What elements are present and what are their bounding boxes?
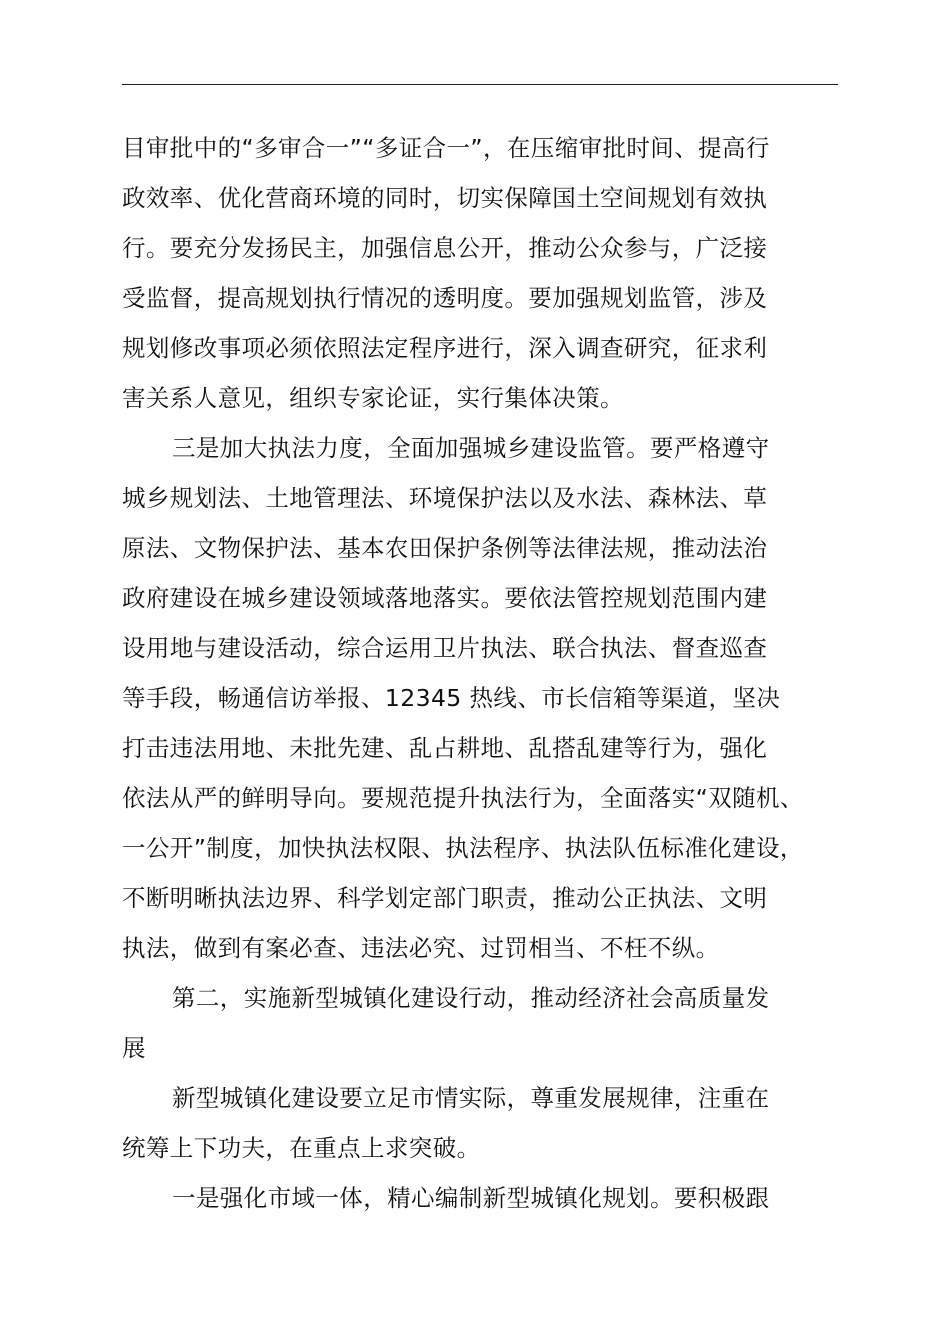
text-line: 不断明晰执法边界、科学划定部门职责，推动公正执法、文明: [122, 884, 768, 912]
text-line: 政效率、优化营商环境的同时，切实保障国土空间规划有效执: [122, 184, 768, 212]
header-rule: [122, 84, 838, 85]
text-line: 设用地与建设活动，综合运用卫片执法、联合执法、督查巡查: [122, 634, 768, 662]
text-line: 打击违法用地、未批先建、乱占耕地、乱搭乱建等行为，强化: [122, 734, 768, 762]
text-line: 政府建设在城乡建设领域落地落实。要依法管控规划范围内建: [122, 584, 768, 612]
text-line: 原法、文物保护法、基本农田保护条例等法律法规，推动法治: [122, 534, 768, 562]
text-line: 一公开”制度，加快执法权限、执法程序、执法队伍标准化建设，: [122, 834, 804, 862]
text-line: 统筹上下功夫，在重点上求突破。: [122, 1134, 481, 1162]
text-line: 依法从严的鲜明导向。要规范提升执法行为，全面落实“双随机、: [122, 784, 804, 812]
document-body: [122, 123, 872, 1223]
text-line: 城乡规划法、土地管理法、环境保护法以及水法、森林法、草: [122, 484, 768, 512]
paragraph-start-line: 新型城镇化建设要立足市情实际，尊重发展规律，注重在: [172, 1084, 770, 1112]
text-line: 规划修改事项必须依照法定程序进行，深入调查研究，征求利: [122, 334, 768, 362]
paragraph-start-line: 一是强化市域一体，精心编制新型城镇化规划。要积极跟: [172, 1184, 770, 1212]
text-line: 等手段，畅通信访举报、12345 热线、市长信箱等渠道，坚决: [122, 684, 781, 712]
text-line: 目审批中的“多审合一”“多证合一”，在压缩审批时间、提高行: [122, 134, 770, 162]
text-line: 害关系人意见，组织专家论证，实行集体决策。: [122, 384, 624, 412]
paragraph-start-line: 三是加大执法力度，全面加强城乡建设监管。要严格遵守: [172, 434, 770, 462]
section-heading-line: 展: [122, 1034, 146, 1062]
text-line: 执法，做到有案必查、违法必究、过罚相当、不枉不纵。: [122, 934, 720, 962]
text-line: 行。要充分发扬民主，加强信息公开，推动公众参与，广泛接: [122, 234, 768, 262]
text-line: 受监督，提高规划执行情况的透明度。要加强规划监管，涉及: [122, 284, 768, 312]
section-heading-line: 第二，实施新型城镇化建设行动，推动经济社会高质量发: [172, 984, 770, 1012]
